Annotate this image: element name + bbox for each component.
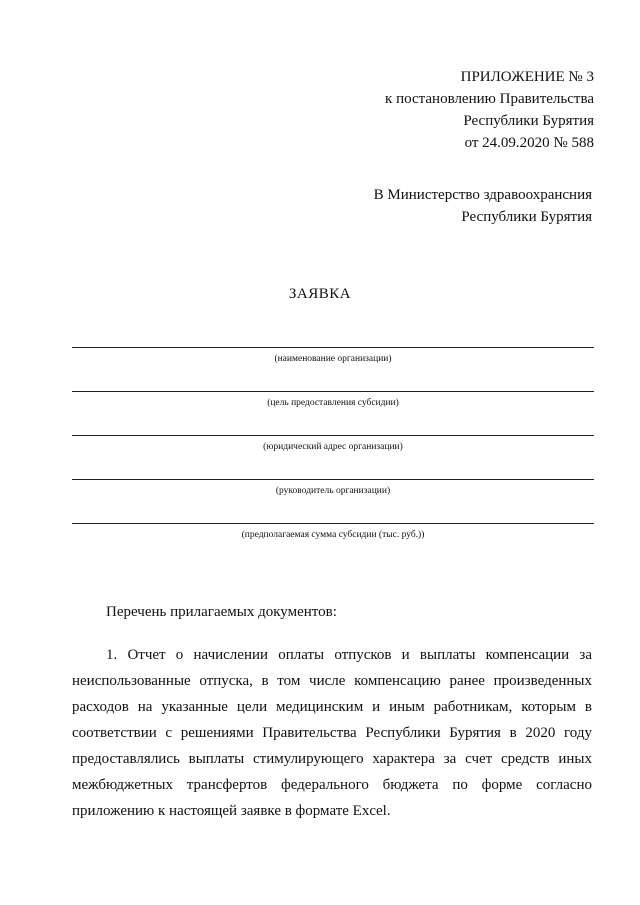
field-line <box>72 435 594 436</box>
recipient-block <box>374 184 592 228</box>
field-line <box>72 523 594 524</box>
recipient-ministry: В Министерство здравоохрансния <box>373 187 592 203</box>
field-caption: (юридический адрес организации) <box>263 442 403 452</box>
document-title: ЗАЯВКА <box>288 286 352 302</box>
appendix-block <box>385 66 594 154</box>
field-caption: (предполагаемая сумма субсидии (тыс. руб.)) <box>241 530 425 540</box>
document-item-1: 1. Отчет о начислении оплаты отпусков и выплаты компенсации за неиспользованные отпуска, в том числе компенсацию ранее произведенных расходов на указанные цели медицинским и иным работникам, которым в соответствии с решениями Правительства Республики Бурятия в 2020 году предоставлялись выплаты стимулирующего характера за счет средств иных межбюджетных трансфертов федерального бюджета по форме согласно приложению к настоящей заявке в формате Excel. <box>72 647 592 819</box>
field-line <box>72 347 594 348</box>
appendix-reference: к постановлению Правительства <box>385 91 594 107</box>
field-organization-name <box>72 347 594 375</box>
recipient-region: Республики Бурятия <box>461 209 592 225</box>
field-caption: (наименование организации) <box>274 354 392 364</box>
field-line <box>72 391 594 392</box>
field-caption: (руководитель организации) <box>275 486 391 496</box>
field-organization-head <box>72 479 594 507</box>
documents-heading: Перечень прилагаемых документов: <box>106 604 337 620</box>
field-legal-address <box>72 435 594 463</box>
appendix-date: от 24.09.2020 № 588 <box>464 135 594 151</box>
field-subsidy-amount <box>72 523 594 551</box>
field-line <box>72 479 594 480</box>
appendix-number: ПРИЛОЖЕНИЕ № 3 <box>460 69 594 85</box>
field-caption: (цель предоставления субсидии) <box>267 398 399 408</box>
appendix-government: Республики Бурятия <box>463 113 594 129</box>
field-subsidy-purpose <box>72 391 594 419</box>
